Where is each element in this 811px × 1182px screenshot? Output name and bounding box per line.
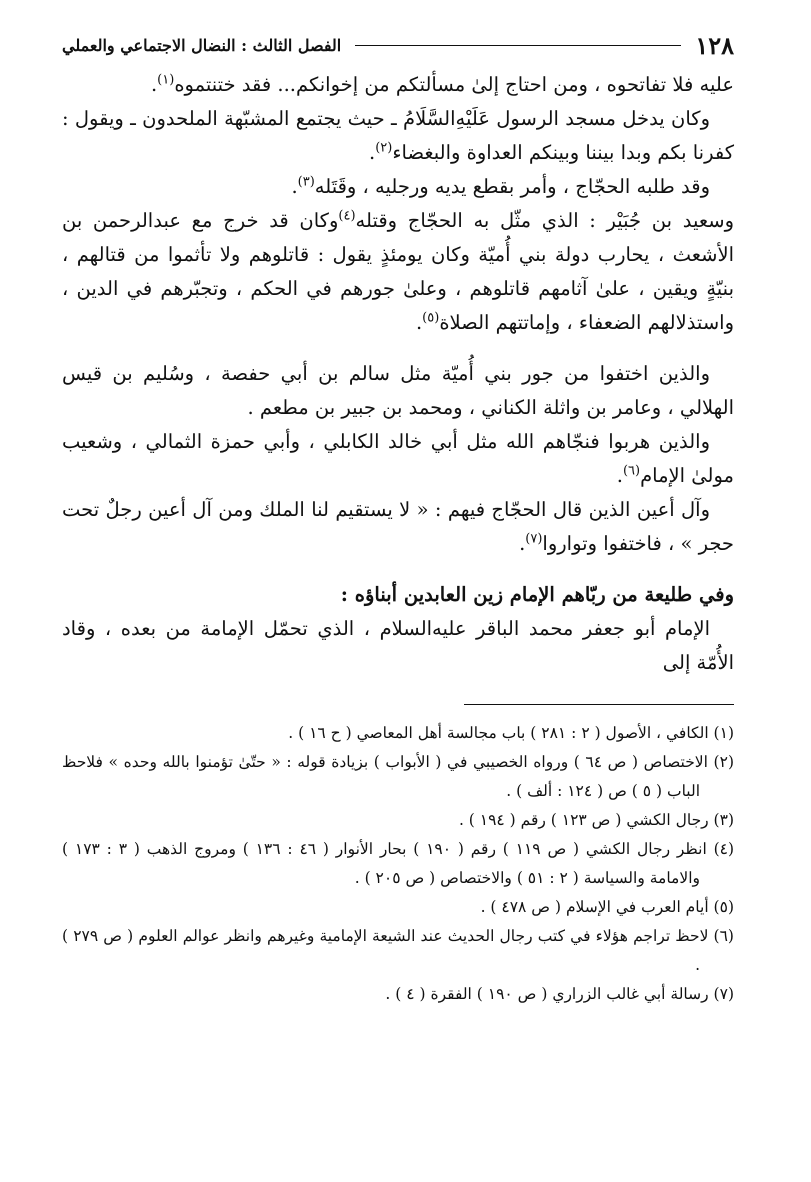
footnotes [62,719,734,1009]
footnote-ref[interactable]: (٣) [297,174,315,190]
footnote-ref[interactable]: (١) [157,72,175,88]
paragraph: وكان يدخل مسجد الرسول عَلَيْهِ‌السَّلَامُ ـ حيث يجتمع المشبّهة الملحدون ـ ويقول : كفرنا بكم وبدا بيننا وبينكم العداوة والبغضاء$^{(٢)}$. [62,107,734,164]
paragraph: والذين اختفوا من جور بني أُميّة مثل سالم بن أبي حفصة ، وسُليم بن قيس الهلالي ، وعامر بن واثلة الكناني ، ومحمد بن جبير بن مطعم . [62,362,734,419]
footnote-ref[interactable]: (٤) [338,208,356,224]
footnote-ref[interactable]: (٢) [375,140,393,156]
footnote-ref[interactable]: (٧) [525,531,543,547]
footnote-separator [464,704,734,705]
footnote: (٦) لاحظ تراجم هؤلاء في كتب رجال الحديث عند الشيعة الإمامية وغيرهم وانظر عوالم العلوم ( ص ٢٧٩ ) . [62,927,734,974]
paragraph: وآل أعين الذين قال الحجّاج فيهم : « لا يستقيم لنا الملك ومن آل أعين رجلٌ تحت حجر » ، فاختفوا وتواروا$^{(٧)}$. [62,498,734,555]
book-page [62,28,734,1158]
footnote: (٥) أيام العرب في الإسلام ( ص ٤٧٨ ) . [480,898,734,916]
footnote: (٧) رسالة أبي غالب الزراري ( ص ١٩٠ ) الفقرة ( ٤ ) . [385,985,734,1003]
footnote: (١) الكافي ، الأصول ( ٢ : ٢٨١ ) باب مجالسة أهل المعاصي ( ح ١٦ ) . [288,724,734,742]
paragraph: وقد طلبه الحجّاج ، وأمر بقطع يديه ورجليه ، وقَتَله$^{(٣)}$. [291,174,710,198]
chapter-title: الفصل الثالث : النضال الاجتماعي والعملي [62,35,342,55]
footnote: (٢) الاختصاص ( ص ٦٤ ) ورواه الخصيبي في ( الأبواب ) بزيادة قوله : « حتّىٰ تؤمنوا بالله وحده » فلاحظ الباب ( ٥ ) ص ( ١٢٤ : ألف ) . [62,753,734,800]
header-rule [355,45,681,46]
page-number: ١٢٨ [695,30,734,60]
paragraph: وسعيد بن جُبَيْر : الذي مثّل به الحجّاج وقتله$^{(٤)}$وكان قد خرج مع عبدالرحمن بن الأشعث ، يحارب دولة بني أُميّة وكان يومئذٍ يقول : قاتلوهم ولا تأثموا من قتالهم ، بنيّةٍ ويقين ، علىٰ آثامهم قاتلوهم ، وعلىٰ جورهم في الحكم ، وتجبّرهم في الدين ، واستذلالهم الضعفاء ، وإماتتهم الصلاة$^{(٥)}$. [62,208,734,334]
paragraph: الإمام أبو جعفر محمد الباقر عليه‌السلام ، الذي تحمّل الإمامة من بعده ، وقاد الأُمّة إلى [62,617,734,674]
footnote-ref[interactable]: (٥) [422,310,440,326]
running-head [62,28,734,62]
footnote-ref[interactable]: (٦) [622,463,641,479]
footnote: (٣) رجال الكشي ( ص ١٢٣ ) رقم ( ١٩٤ ) . [458,811,734,829]
footnote: (٤) انظر رجال الكشي ( ص ١١٩ ) رقم ( ١٩٠ ) بحار الأنوار ( ٤٦ : ١٣٦ ) ومروج الذهب ( ٣ : ١٧٣ ) والامامة والسياسة ( ٢ : ٥١ ) والاختصاص ( ص ٢٠٥ ) . [62,840,735,887]
paragraph: عليه فلا تفاتحوه ، ومن احتاج إلىٰ مسألتكم من إخوانكم... فقد ختنتموه$^{(١)}$. [150,72,734,96]
section-lead: وفي طليعة من ربّاهم الإمام زين العابدين أبناؤه : [340,583,734,606]
paragraph: والذين هربوا فنجّاهم الله مثل أبي خالد الكابلي ، وأبي حمزة الثمالي ، وشعيب مولىٰ الإمام$^{(٦)}$. [62,430,734,487]
body-text [62,68,734,680]
